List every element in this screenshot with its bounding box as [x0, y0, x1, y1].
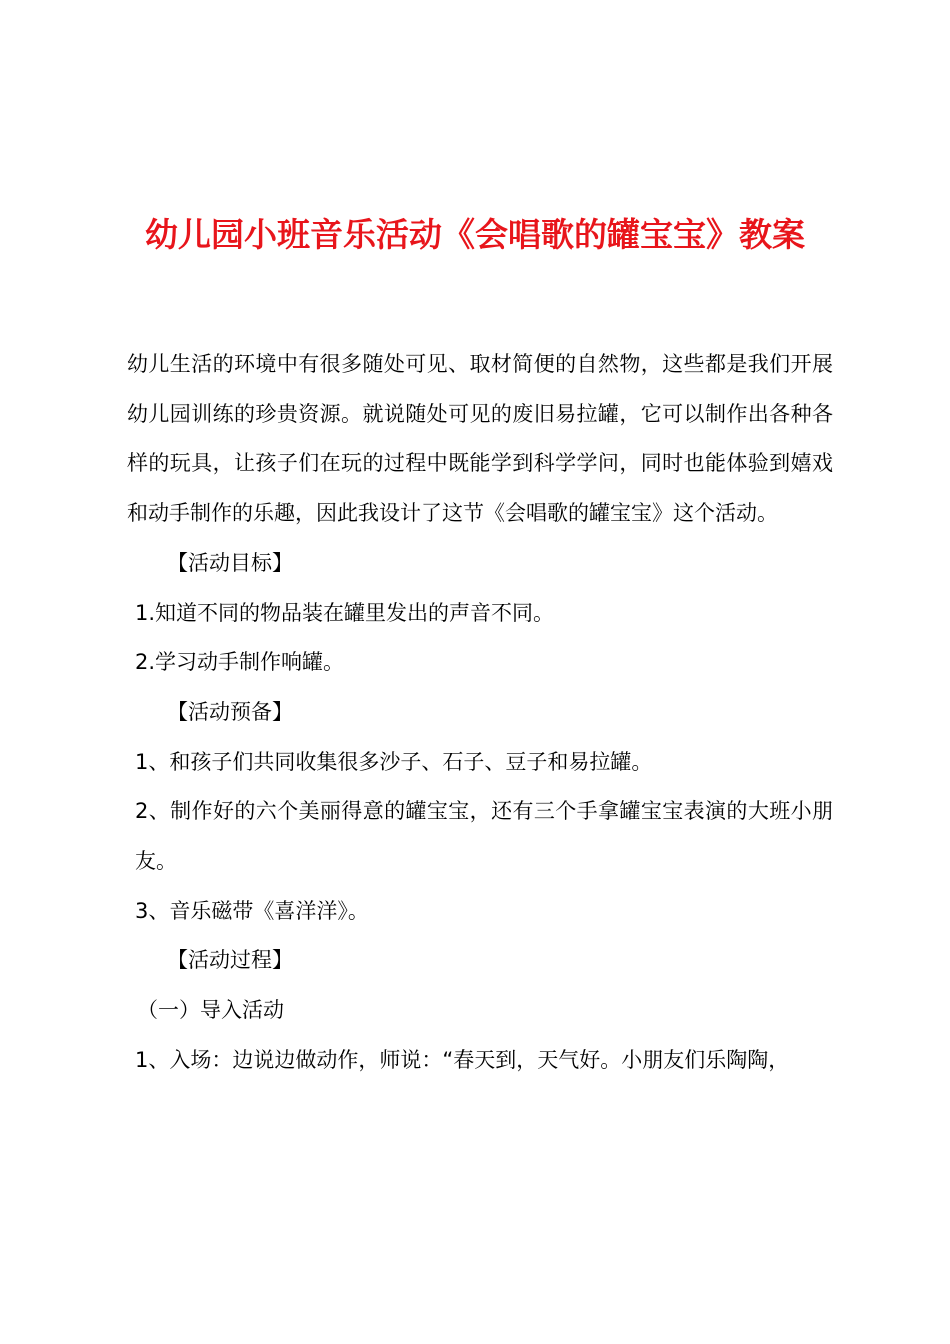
prep-item-1: 1、和孩子们共同收集很多沙子、石子、豆子和易拉罐。	[135, 749, 653, 774]
goal-item-2: 2.学习动手制作响罐。	[135, 650, 345, 675]
goals-heading: 【活动目标】	[167, 550, 293, 575]
goal-item-1: 1.知道不同的物品装在罐里发出的声音不同。	[135, 600, 555, 625]
document-title: 幼儿园小班音乐活动《会唱歌的罐宝宝》教案	[145, 215, 805, 254]
process-subheading-1: （一）导入活动	[137, 998, 284, 1023]
prep-item-3: 3、音乐磁带《喜洋洋》。	[135, 898, 369, 923]
process-heading: 【活动过程】	[167, 948, 293, 973]
prep-item-2: 2、制作好的六个美丽得意的罐宝宝，还有三个手拿罐宝宝表演的大班小朋友。	[135, 799, 833, 874]
process-step-1: 1、入场：边说边做动作，师说：“春天到，天气好。小朋友们乐陶陶，	[135, 1047, 790, 1072]
document-body	[127, 340, 833, 1086]
prep-heading: 【活动预备】	[167, 699, 293, 724]
intro-paragraph: 幼儿生活的环境中有很多随处可见、取材简便的自然物，这些都是我们开展幼儿园训练的珍贵资源。就说随处可见的废旧易拉罐，它可以制作出各种各样的玩具，让孩子们在玩的过程中既能学到科学学问，同时也能体验到嬉戏和动手制作的乐趣，因此我设计了这节《会唱歌的罐宝宝》这个活动。	[127, 352, 833, 526]
